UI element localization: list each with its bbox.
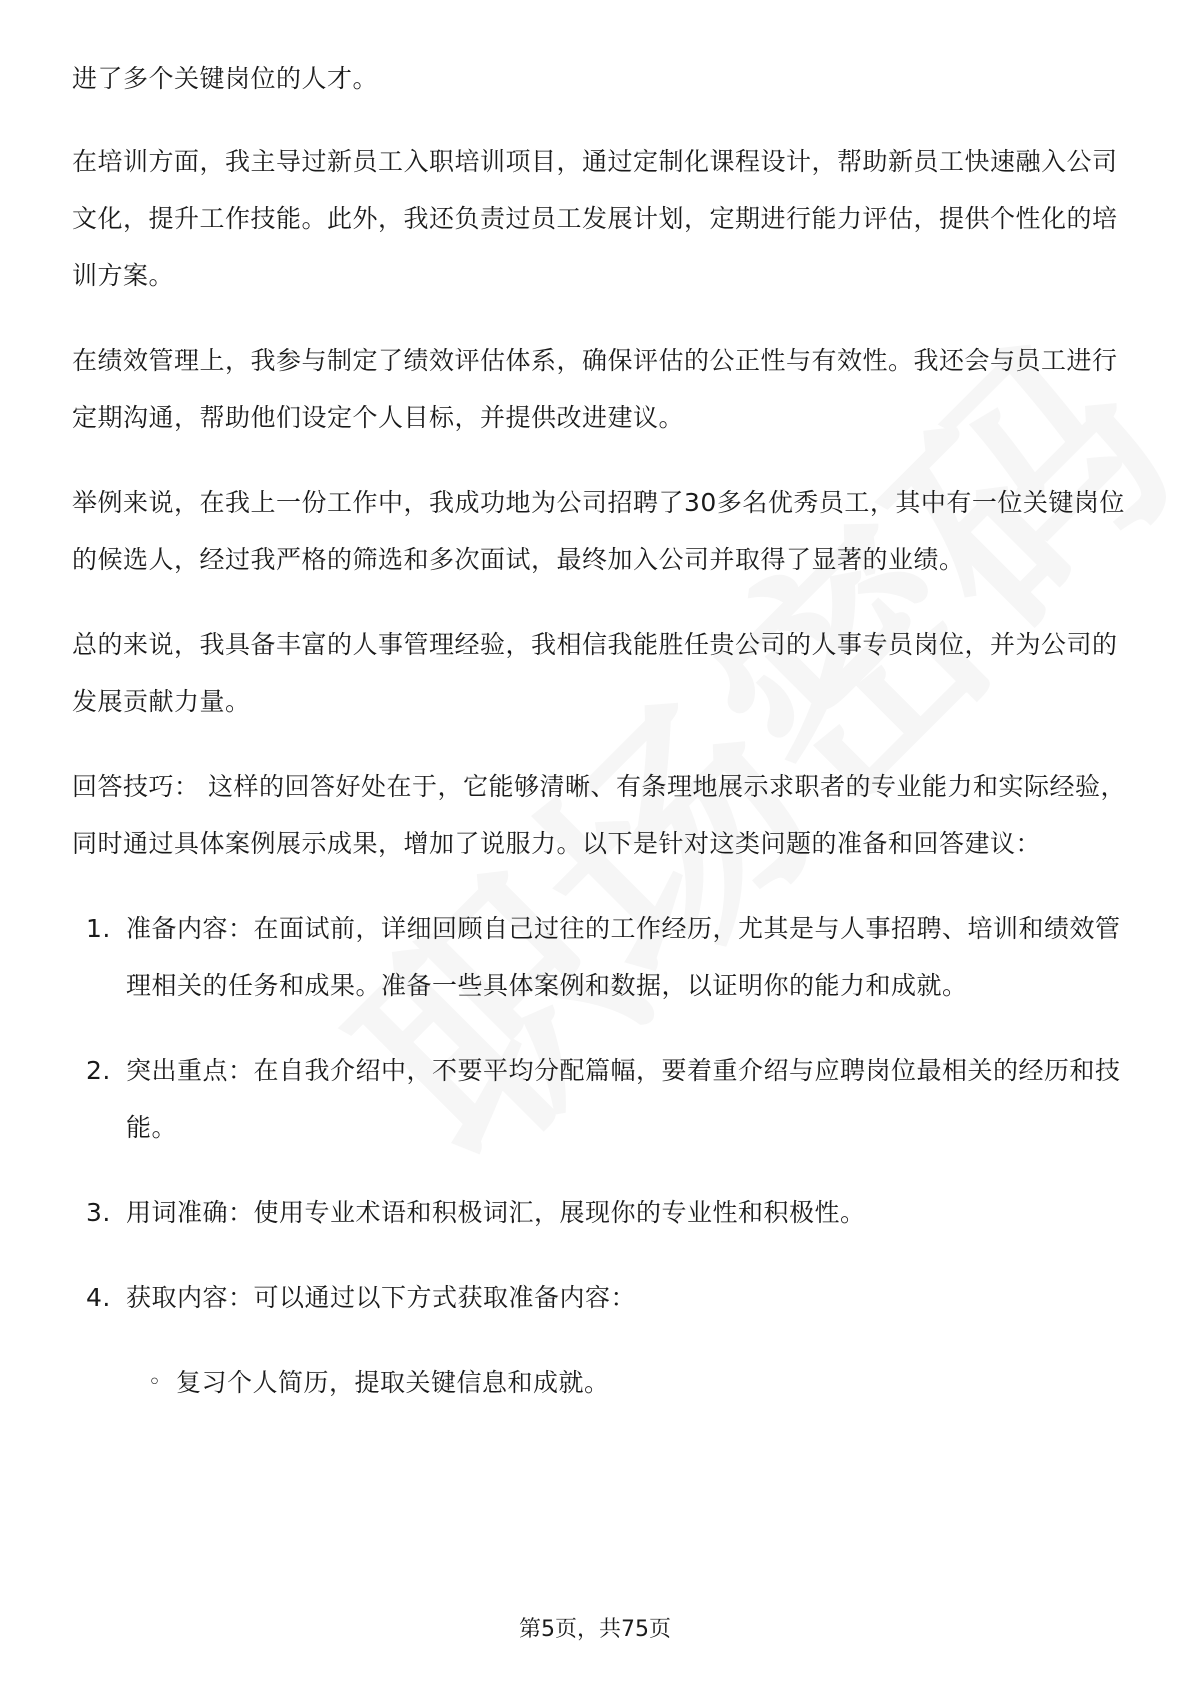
list-item-text: 用词准确：使用专业术语和积极词汇，展现你的专业性和积极性。: [126, 1198, 866, 1227]
list-item: [72, 900, 1132, 1014]
paragraph: 举例来说，在我上一份工作中，我成功地为公司招聘了30多名优秀员工，其中有一位关键岗位的候选人，经过我严格的筛选和多次面试，最终加入公司并取得了显著的业绩。: [72, 488, 1125, 574]
list-number: 1.: [86, 914, 111, 943]
list-number: 2.: [86, 1056, 111, 1085]
list-item: [72, 1269, 1132, 1326]
bullet-icon: ◦: [148, 1370, 162, 1395]
paragraph: 总的来说，我具备丰富的人事管理经验，我相信我能胜任贵公司的人事专员岗位，并为公司的发展贡献力量。: [72, 630, 1118, 716]
list-item: [72, 1184, 1132, 1241]
paragraph: 回答技巧： 这样的回答好处在于，它能够清晰、有条理地展示求职者的专业能力和实际经验，同时通过具体案例展示成果，增加了说服力。以下是针对这类问题的准备和回答建议：: [72, 772, 1126, 858]
document-body: [72, 50, 1132, 1411]
paragraph: 在培训方面，我主导过新员工入职培训项目，通过定制化课程设计，帮助新员工快速融入公司文化，提升工作技能。此外，我还负责过员工发展计划，定期进行能力评估，提供个性化的培训方案。: [72, 147, 1118, 290]
sub-list-item: [72, 1354, 1132, 1411]
list-item-text: 准备内容：在面试前，详细回顾自己过往的工作经历，尤其是与人事招聘、培训和绩效管理相关的任务和成果。准备一些具体案例和数据，以证明你的能力和成就。: [126, 914, 1121, 1000]
sub-list: [72, 1354, 1132, 1411]
sub-list-item-text: 复习个人简历，提取关键信息和成就。: [176, 1368, 610, 1397]
tips-list: [72, 900, 1132, 1326]
list-item: [72, 1042, 1132, 1156]
paragraph: 在绩效管理上，我参与制定了绩效评估体系，确保评估的公正性与有效性。我还会与员工进行定期沟通，帮助他们设定个人目标，并提供改进建议。: [72, 346, 1118, 432]
list-number: 3.: [86, 1198, 111, 1227]
paragraph: 进了多个关键岗位的人才。: [72, 64, 379, 93]
list-number: 4.: [86, 1283, 111, 1312]
page-number: 第5页，共75页: [519, 1617, 671, 1642]
list-item-text: 获取内容：可以通过以下方式获取准备内容：: [126, 1283, 637, 1312]
list-item-text: 突出重点：在自我介绍中，不要平均分配篇幅，要着重介绍与应聘岗位最相关的经历和技能。: [126, 1056, 1121, 1142]
